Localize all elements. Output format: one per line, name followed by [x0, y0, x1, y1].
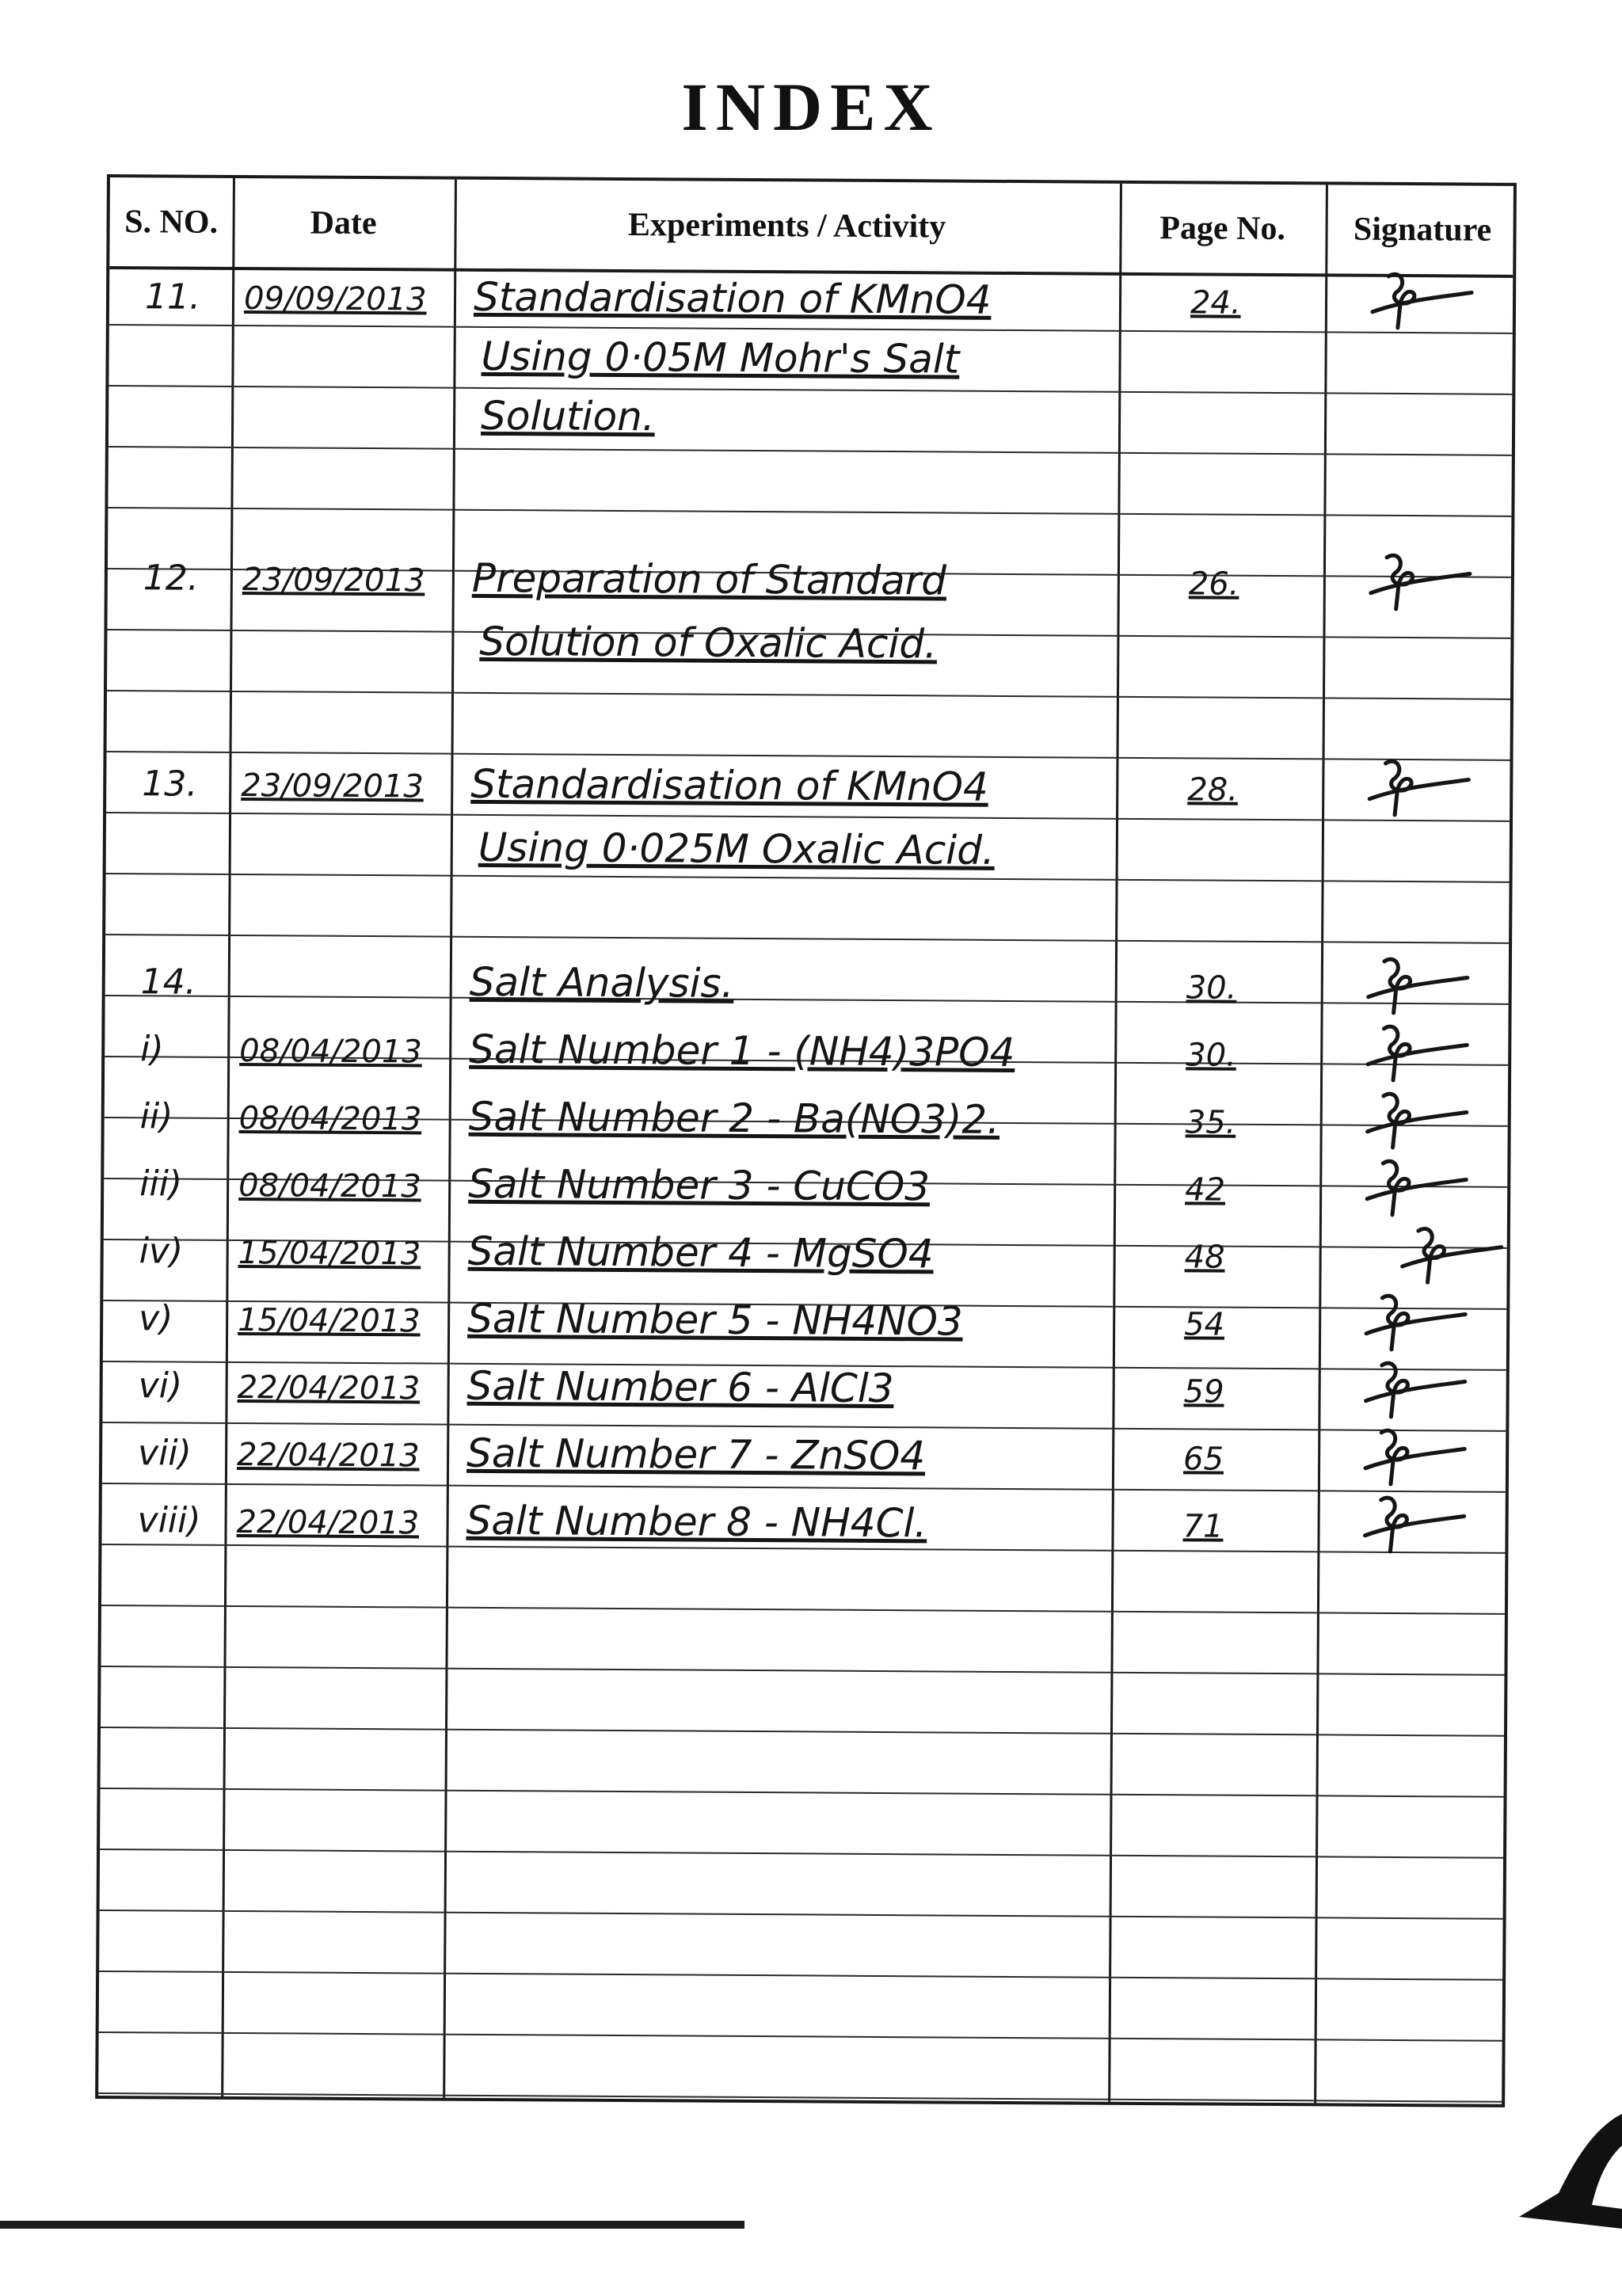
entry-experiment-line: Salt Number 7 - ZnSO4 — [466, 1430, 926, 1479]
ruled-line — [101, 1666, 1504, 1676]
signature-mark-icon — [1386, 1223, 1505, 1287]
entry-sno: vi) — [138, 1365, 183, 1407]
entry-date: 08/04/2013 — [238, 1100, 422, 1138]
entry-sno: ii) — [139, 1096, 173, 1137]
ruled-line — [100, 1910, 1503, 1920]
entry-page-number: 30. — [1186, 1037, 1236, 1074]
entry-experiment-line: Solution of Oxalic Acid. — [479, 618, 938, 668]
binder-clip-shadow — [1503, 2098, 1622, 2241]
entry-experiment-line: Standardisation of KMnO4 — [473, 273, 992, 323]
entry-experiment-line: Preparation of Standard — [471, 554, 947, 604]
entry-experiment-line: Standardisation of KMnO4 — [470, 760, 988, 810]
entry-date: 15/04/2013 — [238, 1302, 421, 1340]
signature-mark-icon — [1349, 1492, 1468, 1556]
ruled-line — [105, 995, 1509, 1005]
entry-experiment-line: Solution. — [480, 392, 655, 440]
ruled-line — [109, 324, 1513, 334]
signature-mark-icon — [1350, 1357, 1468, 1422]
entry-sno: viii) — [137, 1500, 201, 1541]
ruled-line — [98, 2092, 1502, 2103]
ruled-line — [109, 446, 1512, 456]
entry-date: 23/09/2013 — [241, 767, 424, 805]
ruled-line — [101, 1788, 1504, 1798]
ruled-line — [100, 1849, 1503, 1859]
entry-page-number: 28. — [1187, 771, 1239, 809]
entry-sno: vii) — [137, 1433, 192, 1474]
entry-page-number: 42 — [1185, 1171, 1226, 1209]
ruled-line — [106, 812, 1510, 822]
entry-sno: 13. — [142, 763, 198, 805]
entry-experiment-line: Salt Number 1 - (NH4)3PO4 — [469, 1026, 1015, 1076]
entry-sno: 11. — [144, 276, 201, 318]
ruled-line — [105, 934, 1509, 944]
entry-experiment-line: Using 0·05M Mohr's Salt — [481, 333, 960, 383]
entry-date: 08/04/2013 — [238, 1167, 421, 1205]
ruled-line — [102, 1422, 1506, 1432]
entry-date: 22/04/2013 — [237, 1369, 421, 1407]
entry-sno: i) — [140, 1029, 164, 1070]
entry-page-number: 35. — [1185, 1104, 1236, 1141]
index-table — [95, 174, 1517, 2108]
entry-experiment-line: Salt Number 2 - Ba(NO3)2. — [468, 1093, 1000, 1143]
ruled-line — [102, 1483, 1506, 1493]
ruled-line — [101, 1727, 1504, 1737]
entry-experiment-line: Salt Number 4 - MgSO4 — [467, 1228, 934, 1277]
entry-page-number: 71 — [1182, 1508, 1224, 1545]
entry-date: 22/04/2013 — [236, 1437, 420, 1475]
entry-page-number: 26. — [1188, 565, 1239, 603]
ruled-line — [99, 2031, 1502, 2042]
entry-sno: v) — [139, 1298, 173, 1339]
entry-page-number: 54 — [1184, 1306, 1225, 1343]
ruled-line — [99, 1970, 1502, 1981]
entry-page-number: 30. — [1186, 969, 1237, 1007]
entry-experiment-line: Using 0·025M Oxalic Acid. — [478, 824, 995, 874]
signature-mark-icon — [1357, 268, 1475, 333]
page-edge-shadow — [0, 2221, 744, 2229]
entry-experiment-line: Salt Number 5 - NH4NO3 — [467, 1295, 963, 1345]
header-date: Date — [310, 204, 377, 242]
ruled-line — [101, 1605, 1505, 1615]
page-title: INDEX — [681, 69, 941, 145]
entry-page-number: 24. — [1190, 284, 1241, 322]
entry-date: 15/04/2013 — [238, 1235, 421, 1273]
entry-page-number: 65 — [1182, 1441, 1224, 1478]
column-divider — [1108, 184, 1122, 2102]
signature-mark-icon — [1351, 1088, 1470, 1152]
column-divider — [221, 178, 235, 2096]
entry-date: 23/09/2013 — [242, 562, 425, 600]
entry-date: 08/04/2013 — [239, 1033, 422, 1071]
signature-mark-icon — [1351, 1156, 1470, 1220]
entry-sno: 12. — [143, 558, 200, 599]
signature-mark-icon — [1352, 1021, 1471, 1085]
entry-page-number: 48 — [1184, 1239, 1225, 1276]
entry-date: 09/09/2013 — [243, 280, 427, 318]
signature-mark-icon — [1355, 550, 1474, 614]
entry-experiment-line: Salt Number 6 - AlCl3 — [466, 1362, 894, 1412]
entry-page-number: 59 — [1183, 1373, 1224, 1411]
signature-mark-icon — [1354, 756, 1472, 820]
header-sno: S. NO. — [124, 204, 219, 241]
entry-sno: 14. — [140, 961, 196, 1003]
ruled-line — [108, 507, 1511, 517]
signature-mark-icon — [1350, 1425, 1468, 1489]
entry-date: 22/04/2013 — [236, 1504, 420, 1542]
entry-experiment-line: Salt Number 8 - NH4Cl. — [466, 1497, 927, 1547]
header-signature: Signature — [1353, 211, 1492, 249]
signature-mark-icon — [1350, 1290, 1469, 1354]
ruled-line — [109, 385, 1512, 395]
entry-sno: iii) — [139, 1163, 183, 1205]
header-experiment: Experiments / Activity — [627, 207, 946, 246]
header-page: Page No. — [1159, 210, 1286, 248]
entry-experiment-line: Salt Analysis. — [469, 958, 734, 1007]
ruled-line — [107, 690, 1510, 700]
entry-experiment-line: Salt Number 3 - CuCO3 — [468, 1160, 931, 1210]
ruled-line — [107, 751, 1510, 761]
ruled-line — [106, 873, 1510, 883]
entry-sno: iv) — [139, 1231, 184, 1272]
column-divider — [1314, 185, 1328, 2103]
column-divider — [443, 180, 457, 2098]
signature-mark-icon — [1353, 954, 1472, 1018]
